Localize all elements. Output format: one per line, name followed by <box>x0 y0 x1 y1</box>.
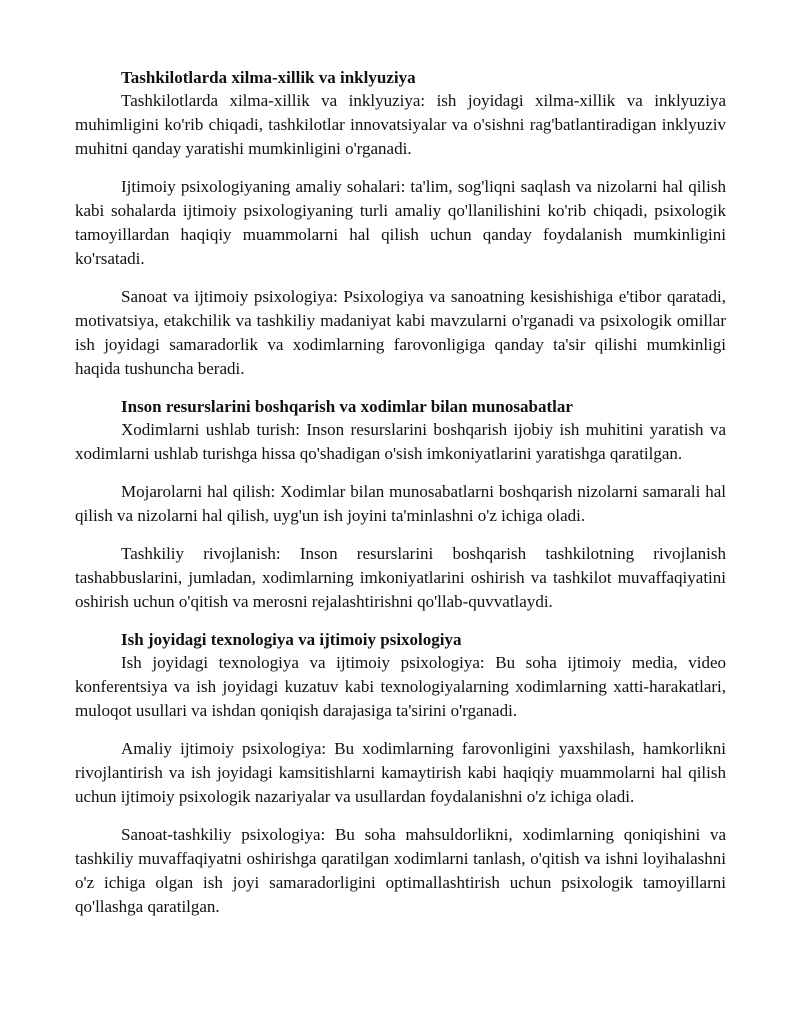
section-heading: Ish joyidagi texnologiya va ijtimoiy psixologiya <box>121 630 462 649</box>
paragraph: Xodimlarni ushlab turish: Inson resurslarini boshqarish ijobiy ish muhitini yaratish va xodimlarni ushlab turishga hissa qo'shadigan o'sish imkoniyatlarini yaratishga qaratilgan. <box>75 420 726 463</box>
paragraph: Sanoat-tashkiliy psixologiya: Bu soha mahsuldorlikni, xodimlarning qoniqishini va tashkiliy muvaffaqiyatni oshirishga qaratilgan xodimlarni tanlash, o'qitish va ishni loyihalashni o'z ichiga olgan ish joyi samaradorligini optimallashtirish uchun psixologik tamoyillarni qo'llashga qaratilgan. <box>75 825 726 916</box>
section-heading: Inson resurslarini boshqarish va xodimlar bilan munosabatlar <box>121 397 573 416</box>
paragraph: Ijtimoiy psixologiyaning amaliy sohalari: ta'lim, sog'liqni saqlash va nizolarni hal qilish kabi sohalarda ijtimoiy psixologiyaning turli amaliy qo'llanilishini ko'rib chiqadi, psixologik tamoyillardan haqiqiy muammolarni hal qilish uchun qanday foydalanish mumkinligini ko'rsatadi. <box>75 177 726 268</box>
section-heading: Tashkilotlarda xilma-xillik va inklyuziya <box>121 68 416 87</box>
paragraph: Tashkiliy rivojlanish: Inson resurslarini boshqarish tashkilotning rivojlanish tashabbuslarini, jumladan, xodimlarning imkoniyatlarini oshirish va tashkilot muvaffaqiyatini oshirish uchun o'qitish va merosni rejalashtirishni qo'llab-quvvatlaydi. <box>75 544 726 611</box>
paragraph: Amaliy ijtimoiy psixologiya: Bu xodimlarning farovonligini yaxshilash, hamkorlikni rivojlantirish va ish joyidagi kamsitishlarni kamaytirish kabi haqiqiy muammolarni hal qilish uchun ijtimoiy psixologik nazariyalar va usullardan foydalanishni o'z ichiga oladi. <box>75 739 726 806</box>
paragraph: Ish joyidagi texnologiya va ijtimoiy psixologiya: Bu soha ijtimoiy media, video konferentsiya va ish joyidagi kuzatuv kabi texnologiyalarning xodimlarning xatti-harakatlari, muloqot usullari va ishdan qoniqish darajasiga ta'sirini o'rganadi. <box>75 653 726 720</box>
paragraph: Mojarolarni hal qilish: Xodimlar bilan munosabatlarni boshqarish nizolarni samarali hal qilish va nizolarni hal qilish, uyg'un ish joyini ta'minlashni o'z ichiga oladi. <box>75 482 726 525</box>
paragraph: Tashkilotlarda xilma-xillik va inklyuziya: ish joyidagi xilma-xillik va inklyuziya muhimligini ko'rib chiqadi, tashkilotlar innovatsiyalar va o'sishni rag'batlantiradigan inklyuziv muhitni qanday yaratishi mumkinligini o'rganadi. <box>75 91 726 158</box>
paragraph: Sanoat va ijtimoiy psixologiya: Psixologiya va sanoatning kesishishiga e'tibor qaratadi, motivatsiya, etakchilik va tashkiliy madaniyat kabi mavzularni o'rganadi va psixologik omillar ish joyidagi samaradorlik va xodimlarning farovonligiga qanday ta'sir qilishi mumkinligi haqida tushuncha beradi. <box>75 287 726 378</box>
